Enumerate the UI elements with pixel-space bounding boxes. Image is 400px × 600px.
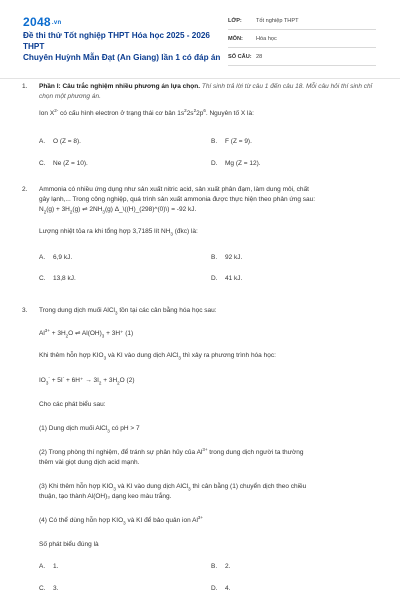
header	[0, 0, 400, 78]
option-c[interactable]: C. Ne (Z = 10).	[39, 160, 88, 167]
option-a[interactable]: A. O (Z = 8).	[39, 138, 81, 145]
equilibrium-1: $Al^{3+} + 3H_2O$ ⇌ $Al(OH)_3 + 3H^+$ (1)	[39, 327, 134, 339]
logo-suffix: .vn	[51, 20, 62, 27]
question-prompt: Lượng nhiệt tỏa ra khi tổng hợp 3,7185 lít $NH_3$ (đkc) là:	[39, 228, 198, 237]
question-stem: Ion $X^{2-}$ có cấu hình electron ở trạng thái cơ bản $1s^22s^22p^6$. Nguyên tố X là:	[39, 107, 254, 117]
option-c[interactable]: C. 13,8 kJ.	[39, 275, 76, 282]
statement-2: (2) Trong phòng thí nghiệm, để tránh sự phân hủy của $Al^{3+}$ trong dung dịch người ta thường	[39, 446, 304, 456]
question-number: 3.	[22, 307, 28, 314]
question-text-line2: gây lạnh,... Trong công nghiệp, quá trình sản xuất ammonia được thực hiện theo phản ứng sau:	[39, 196, 316, 203]
question-intro: Trong dung dịch muối AlCl$_3$ tồn tại các cân bằng hóa học sau:	[39, 307, 217, 316]
statement-3: (3) Khi thêm hỗn hợp $KIO_3$ và KI vào dung dịch AlCl$_3$ thì cân bằng (1) chuyển dịch theo chiều	[39, 483, 307, 492]
question-number: 1.	[22, 83, 28, 90]
option-a[interactable]: A. 1.	[39, 563, 59, 570]
option-d[interactable]: D. 4.	[211, 585, 231, 592]
option-c[interactable]: C. 3.	[39, 585, 59, 592]
exam-title-line1: Đề thi thử Tốt nghiệp THPT Hóa học 2025 - 2026 THPT	[23, 31, 210, 51]
statements-label: Cho các phát biểu sau:	[39, 401, 106, 408]
meta-row-class	[228, 12, 376, 30]
reaction-equation: $N_2(g) + 3H_2(g)$ ⇌ $2NH_3(g)$ Δ_\((H)_(298)^(0)\) = -92 kJ.	[39, 206, 197, 215]
question-text-line1: Ammonia có nhiều ứng dụng như sản xuất nitric acid, sản xuất phân đạm, làm dung môi, chất	[39, 186, 309, 193]
question-number: 2.	[22, 186, 28, 193]
option-b[interactable]: B. F (Z = 9).	[211, 138, 252, 145]
option-d[interactable]: D. Mg (Z = 12).	[211, 160, 261, 167]
header-divider	[0, 78, 400, 79]
statement-1: (1) Dung dịch muối AlCl$_3$ có pH > 7	[39, 425, 140, 434]
meta-value: 28	[256, 53, 263, 60]
option-a[interactable]: A. 6,9 kJ.	[39, 254, 73, 261]
option-b[interactable]: B. 92 kJ.	[211, 254, 243, 261]
exam-title-line2: Chuyên Huỳnh Mẫn Đạt (An Giang) lần 1 có đáp án	[23, 53, 221, 62]
meta-value: Tốt nghiệp THPT	[256, 17, 299, 24]
part-title: Phần I: Câu trắc nghiệm nhiều phương án lựa chọn.	[39, 83, 201, 90]
part-instruction	[39, 82, 375, 101]
meta-label: SỐ CÂU:	[228, 53, 252, 60]
meta-label: LỚP:	[228, 17, 242, 24]
part-note: Thí sinh trả lời từ câu 1 đến câu 18. Mỗi câu hỏi thí sinh chỉ chọn một phương án.	[39, 83, 373, 100]
reaction-intro: Khi thêm hỗn hợp $KIO_3$ và KI vào dung dịch AlCl$_3$ thì xảy ra phương trình hóa học:	[39, 352, 276, 361]
meta-row-count	[228, 48, 376, 66]
statement-3-cont: thuận, tạo thành Al(OH)₃ dạng keo màu trắng.	[39, 493, 172, 500]
statement-4: (4) Có thể dùng hỗn hợp $KIO_3$ và KI để bảo quản ion $Al^{3+}$	[39, 514, 204, 526]
count-label: Số phát biểu đúng là	[39, 541, 99, 548]
site-logo[interactable]	[23, 15, 61, 29]
meta-row-subject	[228, 30, 376, 48]
option-b[interactable]: B. 2.	[211, 563, 231, 570]
statement-2-cont: thêm vài giọt dung dịch acid mạnh.	[39, 459, 140, 466]
meta-value: Hóa học	[256, 35, 277, 42]
exam-title	[23, 30, 223, 63]
meta-label: MÔN:	[228, 35, 243, 42]
option-d[interactable]: D. 41 kJ.	[211, 275, 243, 282]
reaction-equation-2: $IO_3^- + 5I^- + 6H^+ \to 3I_2 + 3H_2O$ (2)	[39, 374, 135, 386]
logo-main: 2048	[23, 15, 51, 29]
exam-meta-table	[228, 12, 376, 66]
